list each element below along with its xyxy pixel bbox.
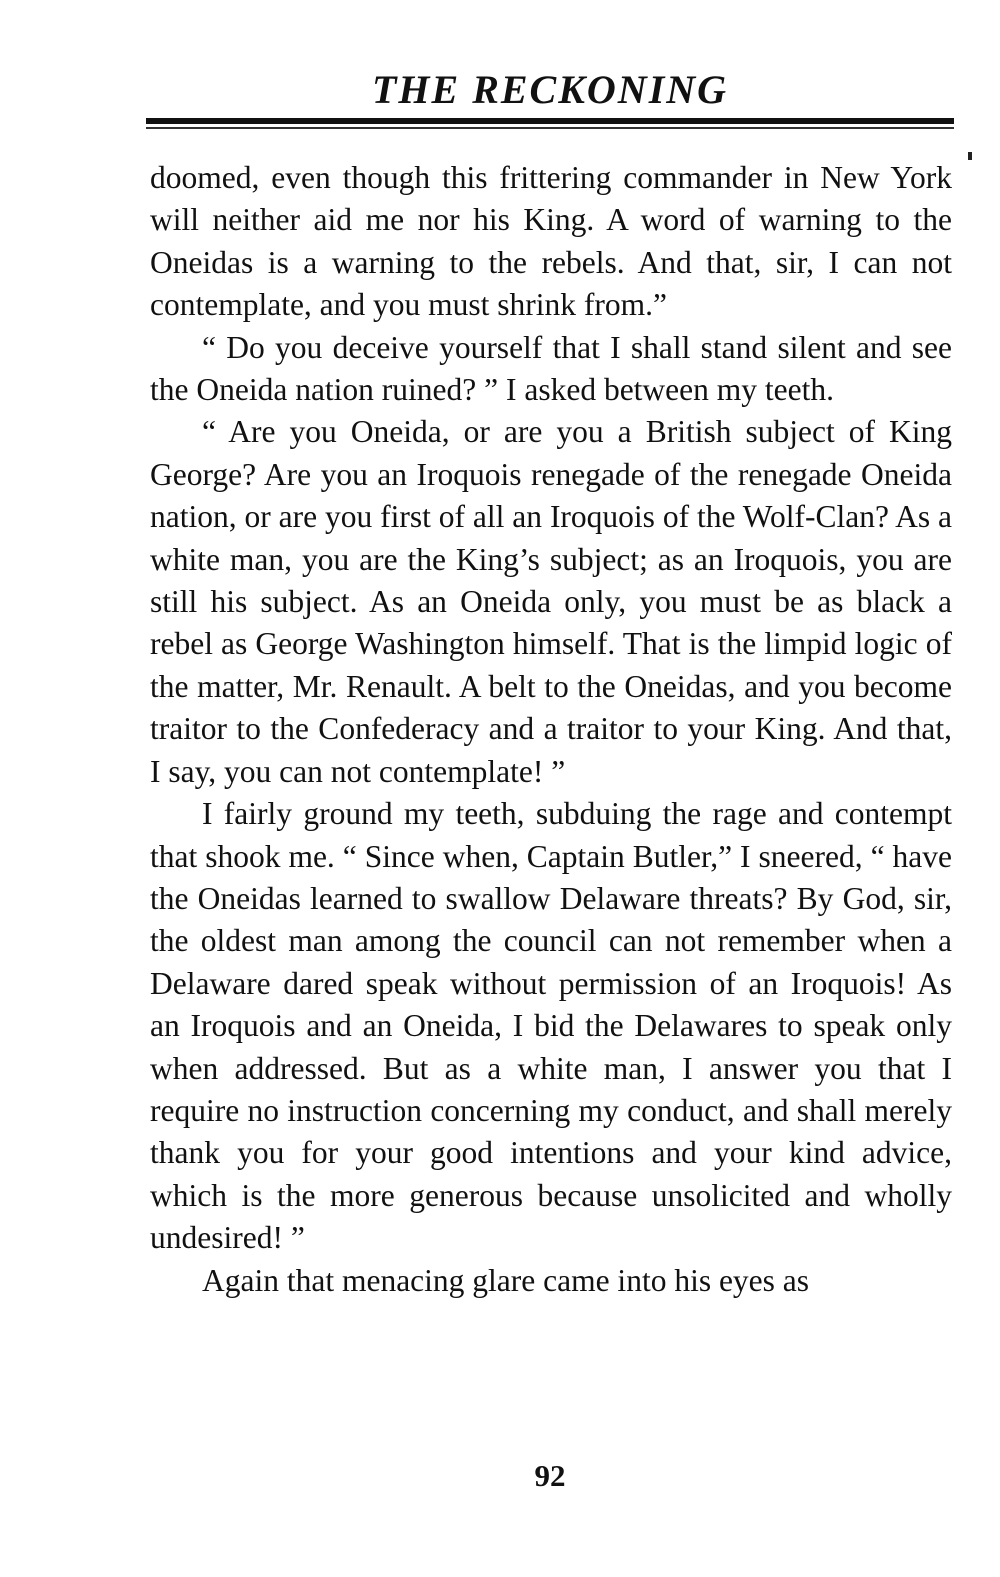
paragraph: “ Do you deceive yourself that I shall stand silent and see the Oneida nation ruined? ” I asked between my teeth. [150,329,952,408]
page-number: 92 [534,1458,566,1493]
body-text [150,157,952,1302]
header-rule-thick [146,118,954,124]
paragraph: “ Are you Oneida, or are you a British subject of King George? Are you an Iroquois renegade of the renegade Oneida nation, or are you first of all an Iroquois of the Wolf-Clan? As a white man, you are the King’s subject; as an Iroquois, you are still his subject. As an Oneida only, you must be as black a rebel as George Washington himself. That is the limpid logic of the matter, Mr. Renault. A belt to the Oneidas, and you become traitor to the Confederacy and a traitor to your King. And that, I say, you can not contemplate! ” [150,414,952,789]
paragraph: I fairly ground my teeth, subduing the rage and contempt that shook me. “ Since when, Captain Butler,” I sneered, “ have the Oneidas learned to swallow Delaware threats? By God, sir, the oldest man among the council can not remember when a Delaware dared speak without permission of an Iroquois! As an Iroquois and an Oneida, I bid the Delawares to speak only when addressed. But as a white man, I answer you that I require no instruction concerning my conduct, and shall merely thank you for your good intentions and your kind advice, which is the more generous because unsolicited and wholly undesired! ” [150,796,952,1256]
margin-speck [968,152,972,160]
paragraph-last: Again that menacing glare came into his eyes as [202,1262,810,1298]
paragraph-continued: doomed, even though this frittering commander in New York will neither aid me nor his King. A word of warning to the Oneidas is a warning to the rebels. And that, sir, I can not contemplate, and you must shrink from.” [150,160,952,323]
header-rule-thin [146,127,954,129]
running-head: THE RECKONING [371,67,729,112]
